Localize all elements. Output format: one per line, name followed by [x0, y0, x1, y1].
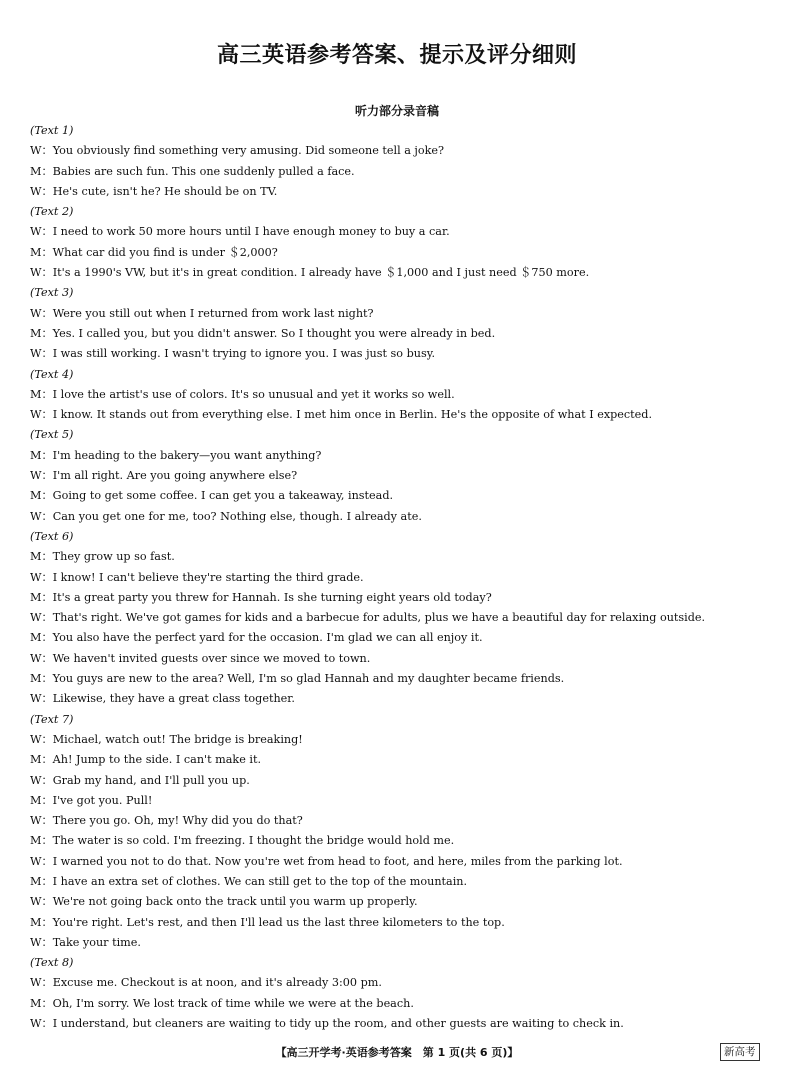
dialogue-line	[30, 892, 770, 912]
dialogue-line	[30, 1014, 770, 1034]
speaker-separator: ：	[41, 590, 53, 604]
dialogue-line	[30, 994, 770, 1014]
dialogue-line	[30, 791, 770, 811]
dialogue-line	[30, 973, 770, 993]
dialogue-text: I have an extra set of clothes. We can still get to the top of the mountain.	[52, 874, 468, 888]
speaker-separator: ：	[41, 469, 53, 483]
speaker: M	[30, 874, 42, 888]
speaker: W	[30, 184, 42, 198]
speaker: M	[30, 915, 42, 929]
dialogue-text: Ah! Jump to the side. I can't make it.	[52, 753, 262, 767]
speaker: W	[30, 347, 42, 361]
dialogue-text: Were you still out when I returned from work last night?	[52, 306, 374, 320]
speaker: M	[30, 387, 42, 401]
dialogue-line	[30, 263, 770, 283]
dialogue-text: I warned you not to do that. Now you're wet from head to foot, and here, miles from the parking lot.	[52, 854, 623, 868]
dialogue-line	[30, 872, 770, 892]
speaker-separator: ：	[41, 753, 53, 767]
dialogue-line	[30, 811, 770, 831]
dialogue-text: I'm all right. Are you going anywhere else?	[52, 469, 298, 483]
dialogue-line	[30, 852, 770, 872]
text-label-text: (Text 6)	[30, 529, 74, 543]
speaker: W	[30, 692, 42, 706]
dialogue-line	[30, 243, 770, 263]
speaker: W	[30, 225, 42, 239]
dialogue-text: That's right. We've got games for kids and a barbecue for adults, plus we have a beautiful day for relaxing outside.	[52, 611, 706, 625]
dialogue-line	[30, 547, 770, 567]
speaker-separator: ：	[41, 184, 53, 198]
dialogue-line	[30, 649, 770, 669]
page-title: 高三英语参考答案、提示及评分细则	[216, 43, 577, 68]
text-label	[30, 527, 770, 547]
speaker: W	[30, 408, 42, 422]
dialogue-text: I need to work 50 more hours until I have enough money to buy a car.	[52, 225, 450, 239]
speaker: M	[30, 326, 42, 340]
dialogue-line	[30, 486, 770, 506]
speaker: M	[30, 996, 42, 1010]
speaker-separator: ：	[41, 874, 53, 888]
speaker-separator: ：	[41, 854, 53, 868]
dialogue-text: Going to get some coffee. I can get you a takeaway, instead.	[52, 489, 394, 503]
speaker-separator: ：	[41, 387, 53, 401]
dialogue-line	[30, 730, 770, 750]
speaker: W	[30, 976, 42, 990]
dialogue-text: What car did you find is under ＄2,000?	[52, 245, 278, 259]
text-label-text: (Text 2)	[30, 205, 74, 219]
dialogue-text: I know! I can't believe they're starting the third grade.	[52, 570, 364, 584]
speaker: M	[30, 793, 42, 807]
speaker: W	[30, 895, 42, 909]
speaker-separator: ：	[41, 814, 53, 828]
dialogue-line	[30, 222, 770, 242]
text-label	[30, 121, 770, 141]
speaker-separator: ：	[41, 915, 53, 929]
text-label-text: (Text 4)	[30, 367, 74, 381]
speaker: W	[30, 651, 42, 665]
dialogue-line	[30, 385, 770, 405]
dialogue-text: We haven't invited guests over since we moved to town.	[52, 651, 371, 665]
speaker: W	[30, 570, 42, 584]
speaker-separator: ：	[41, 448, 53, 462]
speaker: W	[30, 773, 42, 787]
speaker: W	[30, 469, 42, 483]
speaker: W	[30, 266, 42, 280]
text-label-text: (Text 1)	[30, 124, 74, 137]
dialogue-text: I understand, but cleaners are waiting to tidy up the room, and other guests are waiting to check in.	[52, 1017, 624, 1031]
dialogue-text: I know. It stands out from everything else. I met him once in Berlin. He's the opposite of what I expected.	[52, 408, 653, 422]
dialogue-line	[30, 913, 770, 933]
text-label	[30, 710, 770, 730]
dialogue-text: Michael, watch out! The bridge is breaking!	[52, 732, 303, 746]
speaker-separator: ：	[41, 895, 53, 909]
speaker-separator: ：	[41, 347, 53, 361]
dialogue-text: Oh, I'm sorry. We lost track of time while we were at the beach.	[52, 996, 414, 1010]
dialogue-line	[30, 466, 770, 486]
speaker: M	[30, 590, 42, 604]
edition-badge: 新高考	[720, 1043, 760, 1061]
speaker: W	[30, 144, 42, 158]
dialogue-text: Babies are such fun. This one suddenly pulled a face.	[52, 164, 355, 178]
dialogue-line	[30, 771, 770, 791]
speaker-separator: ：	[41, 306, 53, 320]
speaker-separator: ：	[41, 245, 53, 259]
text-label	[30, 283, 770, 303]
speaker: M	[30, 753, 42, 767]
dialogue-line	[30, 507, 770, 527]
text-label	[30, 425, 770, 445]
speaker-separator: ：	[41, 611, 53, 625]
dialogue-text: It's a 1990's VW, but it's in great condition. I already have ＄1,000 and I just need ＄750 more.	[52, 266, 590, 280]
dialogue-line	[30, 750, 770, 770]
dialogue-text: The water is so cold. I'm freezing. I thought the bridge would hold me.	[52, 834, 455, 848]
speaker-separator: ：	[41, 793, 53, 807]
speaker-separator: ：	[41, 935, 53, 949]
transcript	[30, 121, 770, 1034]
dialogue-line	[30, 608, 770, 628]
dialogue-text: Yes. I called you, but you didn't answer. So I thought you were already in bed.	[52, 326, 496, 340]
dialogue-line	[30, 405, 770, 425]
speaker-separator: ：	[41, 976, 53, 990]
dialogue-text: You're right. Let's rest, and then I'll lead us the last three kilometers to the top.	[52, 915, 505, 929]
text-label-text: (Text 8)	[30, 956, 74, 970]
speaker-separator: ：	[41, 266, 53, 280]
dialogue-line	[30, 669, 770, 689]
dialogue-line	[30, 304, 770, 324]
speaker-separator: ：	[41, 834, 53, 848]
dialogue-text: Can you get one for me, too? Nothing else, though. I already ate.	[52, 509, 422, 523]
text-label-text: (Text 7)	[30, 712, 74, 726]
dialogue-text: You also have the perfect yard for the occasion. I'm glad we can all enjoy it.	[52, 631, 483, 645]
dialogue-text: I'm heading to the bakery—you want anything?	[52, 448, 322, 462]
dialogue-text: It's a great party you threw for Hannah. Is she turning eight years old today?	[52, 590, 492, 604]
speaker: M	[30, 834, 42, 848]
speaker: M	[30, 672, 42, 686]
speaker: M	[30, 489, 42, 503]
speaker: M	[30, 448, 42, 462]
speaker-separator: ：	[41, 692, 53, 706]
dialogue-line	[30, 831, 770, 851]
page-footer: 【高三开学考·英语参考答案 第 1 页(共 6 页)】	[275, 1046, 519, 1059]
dialogue-line	[30, 141, 770, 161]
speaker-separator: ：	[41, 732, 53, 746]
speaker-separator: ：	[41, 408, 53, 422]
text-label	[30, 365, 770, 385]
dialogue-line	[30, 628, 770, 648]
dialogue-text: I love the artist's use of colors. It's so unusual and yet it works so well.	[52, 387, 455, 401]
speaker-separator: ：	[41, 326, 53, 340]
dialogue-line	[30, 446, 770, 466]
dialogue-line	[30, 344, 770, 364]
text-label	[30, 953, 770, 973]
text-label-text: (Text 3)	[30, 286, 74, 300]
dialogue-line	[30, 162, 770, 182]
speaker-separator: ：	[41, 164, 53, 178]
dialogue-text: He's cute, isn't he? He should be on TV.	[52, 184, 278, 198]
dialogue-text: Grab my hand, and I'll pull you up.	[52, 773, 250, 787]
speaker-separator: ：	[41, 672, 53, 686]
dialogue-text: I was still working. I wasn't trying to ignore you. I was just so busy.	[52, 347, 436, 361]
speaker-separator: ：	[41, 550, 53, 564]
dialogue-line	[30, 689, 770, 709]
text-label	[30, 202, 770, 222]
dialogue-text: You obviously find something very amusing. Did someone tell a joke?	[52, 144, 445, 158]
speaker: W	[30, 509, 42, 523]
text-label-text: (Text 5)	[30, 428, 74, 442]
speaker: M	[30, 631, 42, 645]
speaker: W	[30, 306, 42, 320]
speaker: W	[30, 732, 42, 746]
dialogue-text: I've got you. Pull!	[52, 793, 153, 807]
dialogue-line	[30, 568, 770, 588]
speaker: W	[30, 814, 42, 828]
speaker-separator: ：	[41, 489, 53, 503]
speaker-separator: ：	[41, 773, 53, 787]
speaker: W	[30, 1017, 42, 1031]
speaker: W	[30, 611, 42, 625]
dialogue-text: You guys are new to the area? Well, I'm so glad Hannah and my daughter became friends.	[52, 672, 565, 686]
speaker-separator: ：	[41, 1017, 53, 1031]
speaker-separator: ：	[41, 225, 53, 239]
speaker-separator: ：	[41, 509, 53, 523]
dialogue-text: There you go. Oh, my! Why did you do that?	[52, 814, 303, 828]
dialogue-line	[30, 588, 770, 608]
speaker: W	[30, 854, 42, 868]
dialogue-line	[30, 182, 770, 202]
section-subtitle: 听力部分录音稿	[354, 104, 439, 118]
speaker-separator: ：	[41, 996, 53, 1010]
dialogue-text: They grow up so fast.	[52, 550, 175, 564]
dialogue-line	[30, 324, 770, 344]
speaker-separator: ：	[41, 570, 53, 584]
dialogue-text: Excuse me. Checkout is at noon, and it's already 3:00 pm.	[52, 976, 382, 990]
speaker-separator: ：	[41, 144, 53, 158]
dialogue-line	[30, 933, 770, 953]
dialogue-text: Likewise, they have a great class together.	[52, 692, 295, 706]
dialogue-text: We're not going back onto the track until you warm up properly.	[52, 895, 418, 909]
speaker: M	[30, 550, 42, 564]
speaker: W	[30, 935, 42, 949]
speaker-separator: ：	[41, 631, 53, 645]
speaker: M	[30, 245, 42, 259]
dialogue-text: Take your time.	[52, 935, 141, 949]
speaker: M	[30, 164, 42, 178]
speaker-separator: ：	[41, 651, 53, 665]
